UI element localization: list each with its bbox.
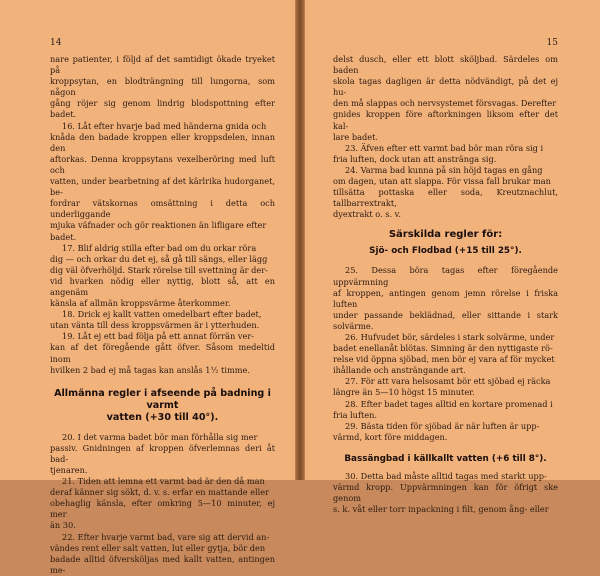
right-page xyxy=(304,0,600,515)
text-line: 23. Äfven efter ett varmt bad bör man röra sig i xyxy=(345,142,544,153)
text-line: badet enellanåt blötas. Simning är den nyttigaste rö- xyxy=(333,343,553,354)
text-line: deraf känner sig sökt, d. v. s. erfar en mattande eller xyxy=(50,487,270,498)
text-line: hvilken 2 bad ej må tagas kan anslås 1½ timme. xyxy=(50,364,250,375)
text-line: vatten, under bearbetning af det kärlrika hudorganet, be- xyxy=(50,176,275,198)
book-gutter xyxy=(296,0,304,480)
text-line: 18. Drick ej kallt vatten omedelbart efter badet, xyxy=(62,309,262,320)
text-line: 24. Varma bad kunna på sin höjd tagas en gång xyxy=(345,164,543,175)
text-line: dig — och orkar du det ej, så gå till sängs, eller lägg xyxy=(50,253,268,264)
text-line: värmd kropp. Uppvärmningen kan för öfrigt ske genom xyxy=(333,482,558,504)
text-line: ihållande och ansträngande art. xyxy=(333,365,466,376)
right-body-text-3 xyxy=(333,471,558,515)
text-line: mjuka väfnader och gör reaktionen än lifligare efter xyxy=(50,220,267,231)
text-line: den må slappas och nervsystemet försvagas. Derefter xyxy=(333,98,557,109)
section-subheading-lake-river: Sjö- och Flodbad (+15 till 25°). xyxy=(369,246,522,257)
text-line: af kroppen, antingen genom jemn rörelse i friska luften xyxy=(333,287,558,309)
text-line: värmd, kort före middagen. xyxy=(333,431,448,442)
text-line: fordrar vätskornas omsättning i detta och underliggande xyxy=(50,198,275,220)
text-line: 21. Tiden att lemna ett varmt bad är den då man xyxy=(62,476,265,487)
text-line: än 30. xyxy=(50,520,76,531)
text-line: lare badet. xyxy=(333,131,378,142)
page-number-right: 15 xyxy=(546,38,558,48)
text-line: 20. I det varma badet bör man förhålla sig mer xyxy=(62,431,258,442)
text-line: obehaglig känsla, efter omkring 5—10 minuter, ej mer xyxy=(50,498,275,520)
text-line: knåda den badade kroppen eller kroppsdelen, innan den xyxy=(50,131,275,153)
section-heading-warm-bath: Allmänna regler i afseende på badning i varmt xyxy=(54,387,271,411)
text-line: passiv. Gnidningen af kroppen öfverlemnas deri åt bad- xyxy=(50,442,275,464)
text-line: tjenaren. xyxy=(50,465,88,475)
text-line: s. k. våt eller torr inpackning i filt, genom ång- eller xyxy=(333,504,549,515)
section-heading-special-rules: Särskilda regler för: xyxy=(388,229,503,241)
text-line: delst dusch, eller ett blott sköljbad. Särdeles om baden xyxy=(333,54,558,76)
section-heading-warm-bath-temp: vatten (+30 till 40°). xyxy=(106,411,219,423)
text-line: tillsätta pottaska eller soda, Kreutznachlut, tallbarrextrakt, xyxy=(333,187,558,209)
text-line: skola tagas dagligen är detta nödvändigt, på det ej hu- xyxy=(333,76,558,98)
text-line: under passande beklädnad, eller sittande i stark solvärme. xyxy=(333,309,558,331)
text-line: kroppsytan, en blodträngning till lungorna, som någon xyxy=(50,76,275,98)
text-line: fria luften. xyxy=(333,409,377,420)
text-line: utan vänta till dess kroppsvärmen är i ytterhuden. xyxy=(50,320,260,331)
text-line: 30. Detta bad måste alltid tagas med starkt upp- xyxy=(345,470,547,481)
text-line: aftorkas. Denna kroppsytans vexelberöring med luft och xyxy=(50,153,275,175)
left-page xyxy=(0,0,296,575)
text-line: gnides kroppen före aftorkningen liksom efter det kal- xyxy=(333,109,558,131)
text-line: nare patienter, i följd af det samtidigt ökade tryeket på xyxy=(50,54,275,76)
text-line: fria luften, dock utan att anstränga sig. xyxy=(333,153,497,164)
text-line: om dagen, utan att slappa. För vissa fall brukar man xyxy=(333,176,551,187)
text-line: känsla af allmän kroppsvärme återkommer. xyxy=(50,298,231,309)
text-line: badet. xyxy=(50,231,77,242)
text-line: 25. Dessa böra tagas efter föregående uppvärmning xyxy=(333,265,558,287)
text-line: badade alltid öfversköljas med kallt vatten, antingen me- xyxy=(50,553,275,575)
text-line: vändes rent eller salt vatten, lut eller gytja, bör den xyxy=(50,542,266,553)
page-number-left: 14 xyxy=(50,38,62,48)
right-body-text-2 xyxy=(333,265,558,443)
text-line: dig väl öfverhöljd. Stark rörelse till svettning är der- xyxy=(50,264,268,275)
text-line: vid hvarken nödig eller nyttig, blott så, att en angenäm xyxy=(50,275,275,297)
text-line: 26. Hufvudet bör, särdeles i stark solvärme, under xyxy=(345,331,555,342)
text-line: 28. Efter badet tages alltid en kortare promenad i xyxy=(345,398,553,409)
text-line: relse vid öppna sjöbad, men bör ej vara af för mycket xyxy=(333,354,555,365)
left-body-text xyxy=(50,54,275,376)
text-line: 16. Låt efter hvarje bad med händerna gnida och xyxy=(62,120,267,131)
text-line: 17. Blif aldrig stilla efter bad om du orkar röra xyxy=(62,242,257,253)
text-line: kan af det föregående gått öfver. Såsom medeltid inom xyxy=(50,342,275,364)
right-body-text xyxy=(333,54,558,220)
text-line: längre än 5—10 högst 15 minuter. xyxy=(333,387,475,398)
text-line: gång röjer sig genom lindrig blodspottning efter badet. xyxy=(50,98,275,120)
section-heading-basin-bath: Bassängbad i källkallt vatten (+6 till 8°). xyxy=(344,453,547,464)
text-line: 29. Bästa tiden för sjöbad är när luften är upp- xyxy=(345,420,540,431)
text-line: 27. För att vara helsosamt bör ett sjöbad ej räcka xyxy=(345,376,551,387)
text-line: 19. Låt ej ett bad följa på ett annat förrän ver- xyxy=(62,331,255,342)
text-line: dyextrakt o. s. v. xyxy=(333,209,401,220)
text-line: 22. Efter hvarje varmt bad, vare sig att dervid an- xyxy=(62,531,270,542)
left-body-text-2 xyxy=(50,432,275,576)
